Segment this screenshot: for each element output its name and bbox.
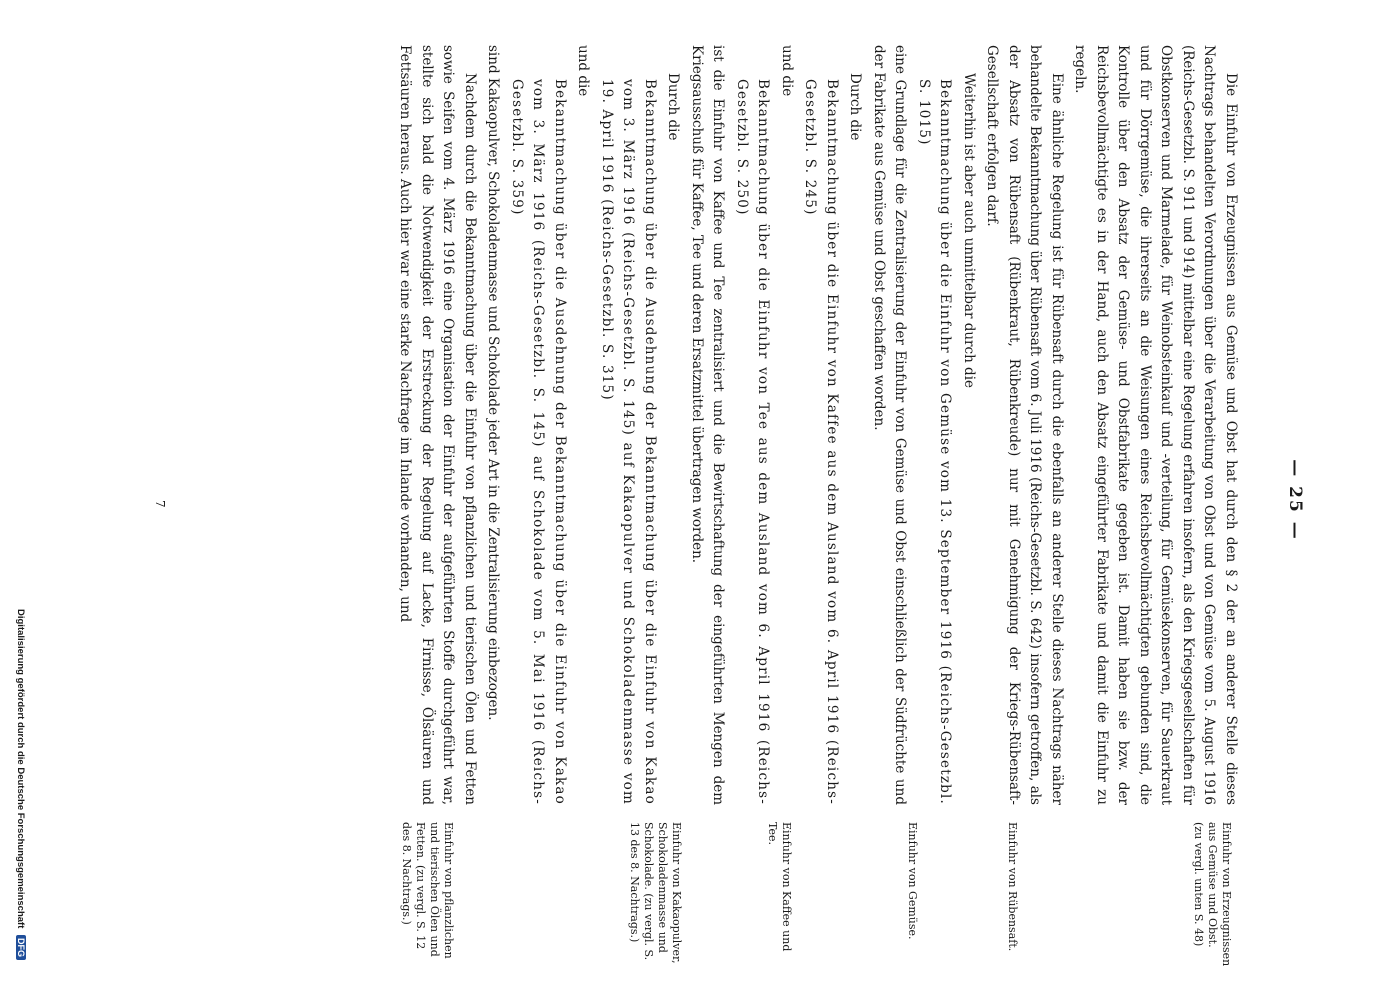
citation-kakaopulver: Bekanntmachung über die Ausdehnung der Bekanntmachung über die Einfuhr von Kakao vom 3. März 1916 (Reichs-Gesetzbl. S. 145) auf Kakaopulver und Schokoladenmasse vom 19. April 1916 (Reichs-Gesetzbl. S. 315) [599, 79, 658, 805]
main-text-column [392, 45, 1241, 805]
paragraph-kakao: sind Kakaopulver, Schokoladenmasse und Schokolade jeder Art in die Zentralisierung einbezogen. [485, 45, 502, 721]
paragraph-kaffee-tee: ist die Einfuhr von Kaffee und Tee zentralisiert und die Bewirtschaftung der eingeführten Mengen dem Kriegsausschuß für Kaffee, Tee und deren Ersatzmittel übertragen worden. [689, 45, 727, 805]
paragraph-oele-fette: Nachdem durch die Bekanntmachung über die Einfuhr von pflanzlichen und tierischen Ölen und Fetten sowie Seifen vom 4. März 1916 eine Organisation der Einfuhr der aufgeführten Stoffe durchgeführt war, stellte sich bald die Notwendigkeit der Erstreckung der Regelung auf Lacke, Firnisse, Ölsäuren und Fettsäuren heraus. Auch hier war eine starke Nachfrage im Inlande vorhanden, und [397, 45, 478, 805]
margin-note-kaffee-tee: Einfuhr von Kaffee und Tee. [766, 822, 793, 952]
text-durch-die-2: Durch die [665, 73, 682, 141]
citation-schokolade: Bekanntmachung über die Ausdehnung der Bekanntmachung über die Einfuhr von Kakao vom 3. März 1916 (Reichs-Gesetzbl. S. 145) auf Schokolade vom 5. Mai 1916 (Reichs-Gesetzbl. S. 359) [509, 79, 568, 805]
text-durch-die-1: Durch die [847, 73, 864, 141]
signature-mark: 7 [153, 500, 167, 508]
dfg-logo: DFG [16, 935, 26, 960]
margin-note-kakao: Einfuhr von Kakaopulver, Schokoladenmasse und Schokolade. (zu vergl. S. 13 des 8. Nachtrags.) [628, 822, 683, 964]
margin-note-gemuese: Einfuhr von Gemüse. [906, 822, 919, 940]
margin-note-gemuese-obst: Einfuhr von Erzeugnissen aus Gemüse und Obst. (zu vergl. unten S. 48) [1192, 822, 1233, 967]
paragraph-gemuese-obst: Die Einfuhr von Erzeugnissen aus Gemüse und Obst hat durch den § 2 der an anderer Stelle dieses Nachtrags behandelten Verordnungen über die Verarbeitung von Obst und von Gemüse vom 5. August 1916 (Reichs-Gesetzbl. S. 911 und 914) mittelbar eine Regelung erfahren insofern, als den Kriegsgesellschaften für Obstkonserven und Marmelade, für Weinobsteinkauf und -verteilung, für Gemüsekonserven, für Sauerkraut und für Dörrgemüse, die ihrerseits an die Weisungen eines Reichsbevollmächtigten gebunden sind, die Kontrolle über den Absatz der Gemüse- und Obstfabrikate gegeben ist. Damit haben sie bzw. der Reichsbevollmächtigte es in der Hand, auch den Absatz eingeführter Fabrikate und damit die Einfuhr zu regeln. [1072, 45, 1239, 805]
credit-text: Digitalisierung gefördert durch die Deutsche Forschungsgemeinschaft [15, 609, 26, 929]
page-number-header: — 25 — [1285, 459, 1305, 541]
margin-note-ruebensaft: Einfuhr von Rübensaft. [1006, 822, 1019, 952]
citation-gemuese-einfuhr: Bekanntmachung über die Einfuhr von Gemüse vom 13. September 1916 (Reichs-Gesetzbl. S. 1015) [916, 79, 954, 805]
paragraph-weiterhin: Weiterhin ist aber auch unmittelbar durch die [961, 73, 977, 389]
paragraph-ruebensaft: Eine ähnliche Regelung ist für Rübensaft durch die ebenfalls an anderer Stelle dieses Nachtrags näher behandelte Bekanntmachung über Rübensaft vom 6. Juli 1916 (Reichs-Gesetzbl. S. 642) insofern getroffen, als der Absatz von Rübensaft (Rübenkraut, Rübenkreude) nur mit Genehmigung der Kriegs-Rübensaft-Gesellschaft erfolgen darf. [984, 45, 1065, 805]
paragraph-zentralisierung: eine Grundlage für die Zentralisierung der Einfuhr von Gemüse und Obst einschließlich der Südfrüchte und der Fabrikate aus Gemüse und Obst geschaffen worden. [871, 45, 909, 805]
text-und-die-1: und die [779, 45, 795, 97]
text-und-die-2: und die [575, 45, 592, 97]
digitization-credit [15, 0, 26, 1000]
margin-note-oele-fette: Einfuhr von pflanzlichen und tierischen Ölen und Fetten. (zu vergl. S. 12 des 8. Nachtrags.) [400, 822, 455, 959]
citation-kaffee-einfuhr: Bekanntmachung über die Einfuhr von Kaffee aus dem Ausland vom 6. April 1916 (Reichs-Gesetzbl. S. 245) [802, 79, 840, 805]
citation-tee-einfuhr: Bekanntmachung über die Einfuhr von Tee aus dem Ausland vom 6. April 1916 (Reichs-Gesetzbl. S. 250) [734, 79, 772, 805]
